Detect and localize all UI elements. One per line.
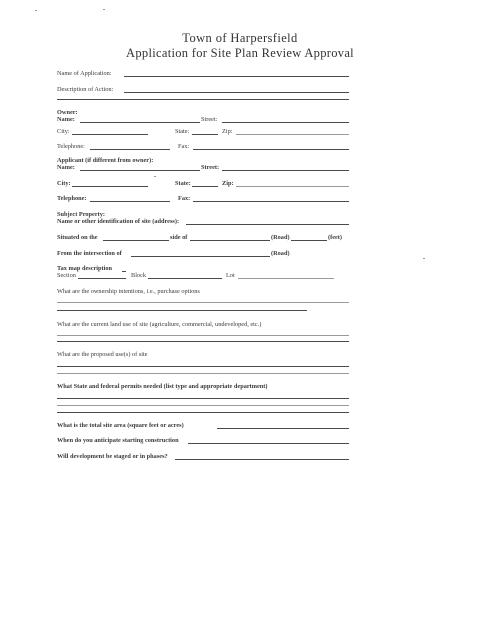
applicant-fax-field[interactable] bbox=[193, 201, 349, 202]
road-label: (Road) bbox=[271, 234, 290, 241]
staged-field[interactable] bbox=[175, 459, 349, 460]
section-field[interactable] bbox=[78, 278, 126, 279]
proposed-use-answer-line-1[interactable] bbox=[57, 366, 349, 367]
description-of-action-label: Description of Action: bbox=[57, 86, 114, 93]
section-label: Section bbox=[57, 272, 76, 279]
owner-zip-label: Zip: bbox=[222, 128, 233, 135]
applicant-state-field[interactable] bbox=[192, 186, 218, 187]
situated-side-field[interactable] bbox=[103, 240, 169, 241]
land-use-answer-line-2[interactable] bbox=[57, 341, 349, 342]
owner-state-field[interactable] bbox=[192, 134, 218, 135]
owner-name-label: Name: bbox=[57, 116, 75, 123]
owner-street-field[interactable] bbox=[222, 122, 349, 123]
name-of-application-field[interactable] bbox=[124, 76, 349, 77]
description-of-action-field[interactable] bbox=[124, 92, 349, 93]
applicant-street-label: Street: bbox=[201, 164, 220, 171]
construction-field[interactable] bbox=[188, 443, 349, 444]
ownership-answer-line-1[interactable] bbox=[57, 302, 349, 303]
applicant-zip-label: Zip: bbox=[222, 180, 234, 187]
description-of-action-field-2[interactable] bbox=[57, 99, 349, 100]
owner-heading: Owner: bbox=[57, 109, 78, 116]
intersection-road-label: (Road) bbox=[271, 250, 290, 257]
form-title: Application for Site Plan Review Approval bbox=[126, 46, 354, 60]
scan-speck bbox=[423, 258, 425, 259]
applicant-fax-label: Fax: bbox=[178, 195, 191, 202]
site-identification-label: Name or other identification of site (address): bbox=[57, 218, 180, 225]
distance-feet-field[interactable] bbox=[291, 240, 327, 241]
feet-label: (feet) bbox=[328, 234, 342, 241]
ownership-question: What are the ownership intentions, i.e., purchase options bbox=[57, 288, 200, 295]
owner-name-field[interactable] bbox=[80, 122, 200, 123]
subject-property-heading: Subject Property: bbox=[57, 211, 105, 218]
construction-question: When do you anticipate starting construction bbox=[57, 437, 179, 444]
from-intersection-label: From the intersection of bbox=[57, 250, 122, 257]
proposed-use-question: What are the proposed use(s) of site bbox=[57, 351, 148, 358]
staged-question: Will development be staged or in phases? bbox=[57, 453, 168, 460]
tax-map-label: Tax map description bbox=[57, 265, 113, 272]
owner-city-field[interactable] bbox=[72, 134, 148, 135]
applicant-city-label: City: bbox=[57, 180, 71, 187]
permits-answer-line-1[interactable] bbox=[57, 398, 349, 399]
ownership-answer-line-2[interactable] bbox=[57, 310, 307, 311]
owner-fax-field[interactable] bbox=[193, 149, 349, 150]
town-name: Town of Harpersfield bbox=[182, 31, 298, 45]
lot-label: Lot bbox=[226, 272, 235, 279]
land-use-answer-line-1[interactable] bbox=[57, 335, 349, 336]
site-identification-field[interactable] bbox=[186, 224, 349, 225]
scan-speck bbox=[154, 176, 156, 177]
permits-answer-line-3[interactable] bbox=[57, 412, 349, 413]
intersection-field[interactable] bbox=[131, 256, 270, 257]
owner-street-label: Street: bbox=[201, 116, 218, 123]
land-use-question: What are the current land use of site (agriculture, commercial, undeveloped, etc.) bbox=[57, 321, 262, 328]
applicant-zip-field[interactable] bbox=[236, 186, 349, 187]
owner-fax-label: Fax: bbox=[178, 143, 190, 150]
lot-field[interactable] bbox=[238, 278, 334, 279]
owner-zip-field[interactable] bbox=[236, 134, 349, 135]
site-area-question: What is the total site area (square feet or acres) bbox=[57, 422, 184, 429]
applicant-name-field[interactable] bbox=[80, 170, 200, 171]
proposed-use-answer-line-2[interactable] bbox=[57, 373, 349, 374]
applicant-city-field[interactable] bbox=[72, 186, 148, 187]
applicant-street-field[interactable] bbox=[222, 170, 349, 171]
applicant-telephone-field[interactable] bbox=[90, 201, 170, 202]
side-of-label: side of bbox=[170, 234, 188, 241]
scan-speck bbox=[35, 10, 37, 11]
permits-question: What State and federal permits needed (list type and appropriate department) bbox=[57, 383, 268, 390]
applicant-telephone-label: Telephone: bbox=[57, 195, 87, 202]
name-of-application-label: Name of Application: bbox=[57, 70, 112, 77]
permits-answer-line-2[interactable] bbox=[57, 405, 349, 406]
scan-speck bbox=[103, 9, 105, 10]
block-label: Block bbox=[131, 272, 147, 279]
side-of-road-field[interactable] bbox=[190, 240, 270, 241]
block-field[interactable] bbox=[148, 278, 222, 279]
owner-telephone-label: Telephone: bbox=[57, 143, 85, 150]
site-area-field[interactable] bbox=[217, 428, 349, 429]
owner-city-label: City: bbox=[57, 128, 70, 135]
applicant-name-label: Name: bbox=[57, 164, 75, 171]
applicant-heading: Applicant (if different from owner): bbox=[57, 157, 154, 164]
owner-state-label: State: bbox=[175, 128, 190, 135]
owner-telephone-field[interactable] bbox=[90, 149, 170, 150]
applicant-state-label: State: bbox=[175, 180, 191, 187]
situated-on-label: Situated on the bbox=[57, 234, 98, 241]
tax-map-field[interactable] bbox=[122, 271, 126, 272]
